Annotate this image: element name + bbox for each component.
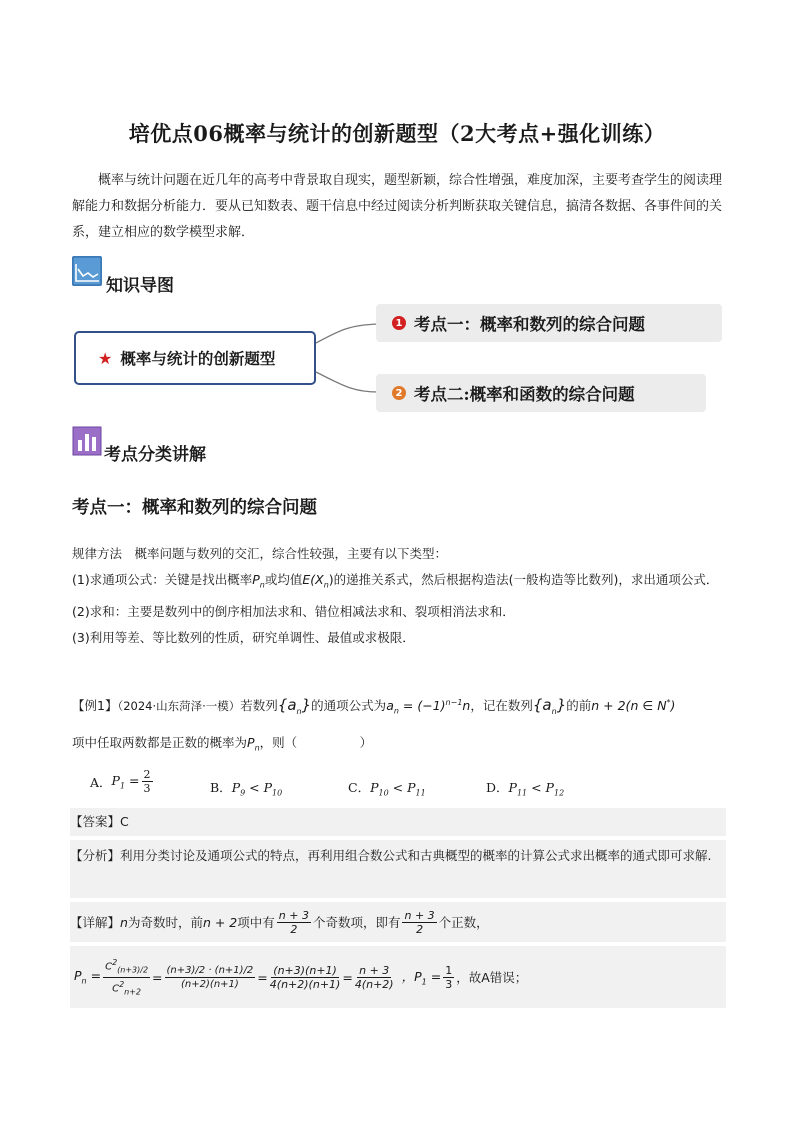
- method-block: [72, 541, 726, 651]
- number-badge-2: 2: [392, 386, 406, 400]
- mindmap-central-node: [74, 331, 316, 385]
- analysis-text: 利用分类讨论及通项公式的特点，再利用组合数公式和古典概型的概率的计算公式求出概率的通式即可求解.: [120, 848, 712, 863]
- section-mindmap-heading: 知识导图: [106, 276, 174, 296]
- option-d[interactable]: D．$P_{11} < P_{12}$: [486, 780, 565, 798]
- mindmap-node-1: [376, 304, 722, 342]
- mindmap-node-1-label: 考点一：概率和数列的综合问题: [414, 315, 645, 334]
- example-tag: 【例1】: [72, 698, 118, 714]
- formula-row: $P_n$ = $\frac{C^2_{(n+3)/2}}{C^2_{n+2}}$ = $\frac{(n+3)/2 \cdot (n+1)/2}{(n+2)(n+1)}$ = $\frac{(n+3)(n+1)}{4(n+2)(n+1)}$ = $\frac{n + 3}{4(n+2)}$ ，$P_1$ = $\frac{1}{3}$ ，故A错误；: [70, 946, 726, 1008]
- page-title: 培优点06概率与统计的创新题型（2大考点+强化训练）: [128, 121, 666, 146]
- topic1-heading: 考点一：概率和数列的综合问题: [72, 498, 317, 518]
- analysis-label: 【分析】: [70, 848, 121, 863]
- math-n-plus-2: n + 2(n ∈ N*): [591, 698, 676, 714]
- mindmap-node-2-label: 考点二:概率和函数的综合问题: [414, 385, 635, 404]
- example-1-line-2: 项中任取两数都是正数的概率为$P_n$，则（ ）: [72, 735, 373, 753]
- math-an-formula: $a_n = (-1)^{n-1}n$: [386, 698, 471, 716]
- math-pn: $P_n$: [247, 735, 260, 753]
- math-set-an-2: $\{a_n\}$: [532, 696, 567, 717]
- math-set-an: $\{a_n\}$: [277, 696, 312, 717]
- detail-label: 【详解】: [70, 915, 121, 930]
- answer-row: [70, 808, 726, 836]
- answer-value: C: [120, 814, 129, 829]
- intro-paragraph: 概率与统计问题在近几年的高考中背景取自现实，题型新颖，综合性增强，难度加深，主要考查学生的阅读理解能力和数据分析能力．要从已知数表、题干信息中经过阅读分析判断获取关键信息，搞清各数据、各事件间的关系，建立相应的数学模型求解．: [72, 173, 723, 240]
- mindmap-node-2: [376, 374, 706, 412]
- example-1-line-1: 【例1】（2024·山东菏泽·一模）若数列$\{a_n\}$的通项公式为$a_n = (-1)^{n-1}n$，记在数列$\{a_n\}$的前n + 2(n ∈ N*): [72, 696, 676, 717]
- option-b[interactable]: B．$P_9 < P_{10}$: [210, 780, 283, 798]
- number-badge-1: 1: [392, 316, 406, 330]
- answer-label: 【答案】: [70, 814, 121, 829]
- mindmap-central-label: 概率与统计的创新题型: [120, 350, 276, 368]
- method-intro: 规律方法 概率问题与数列的交汇，综合性较强，主要有以下类型：: [72, 546, 448, 561]
- section-explain-heading: 考点分类讲解: [104, 445, 206, 465]
- example-source: （2024·山东菏泽·一模）: [117, 699, 241, 714]
- analysis-row: [70, 840, 726, 898]
- bar-chart-icon: [72, 426, 102, 456]
- option-a[interactable]: A． $P_1$ = $\frac{2}{3}$: [90, 768, 151, 795]
- method-item-3: (3)利用等差、等比数列的性质，研究单调性、最值或求极限．: [72, 629, 415, 645]
- method-item-1: (1)求通项公式：关键是找出概率$P_n$或均值$E(X_n)$的递推关系式，然后根据构造法(一般构造等比数列)，求出通项公式．: [72, 572, 719, 590]
- detail-row: 【详解】 n 为奇数时，前 n + 2 项中有 $\frac{n + 3}{2}$ 个奇数项，即有 $\frac{n + 3}{2}$ 个正数，: [70, 902, 726, 942]
- option-c[interactable]: C．$P_{10} < P_{11}$: [348, 780, 426, 798]
- method-item-2: (2)求和：主要是数列中的倒序相加法求和、错位相减法求和、裂项相消法求和．: [72, 603, 515, 619]
- star-icon: ★: [98, 348, 113, 368]
